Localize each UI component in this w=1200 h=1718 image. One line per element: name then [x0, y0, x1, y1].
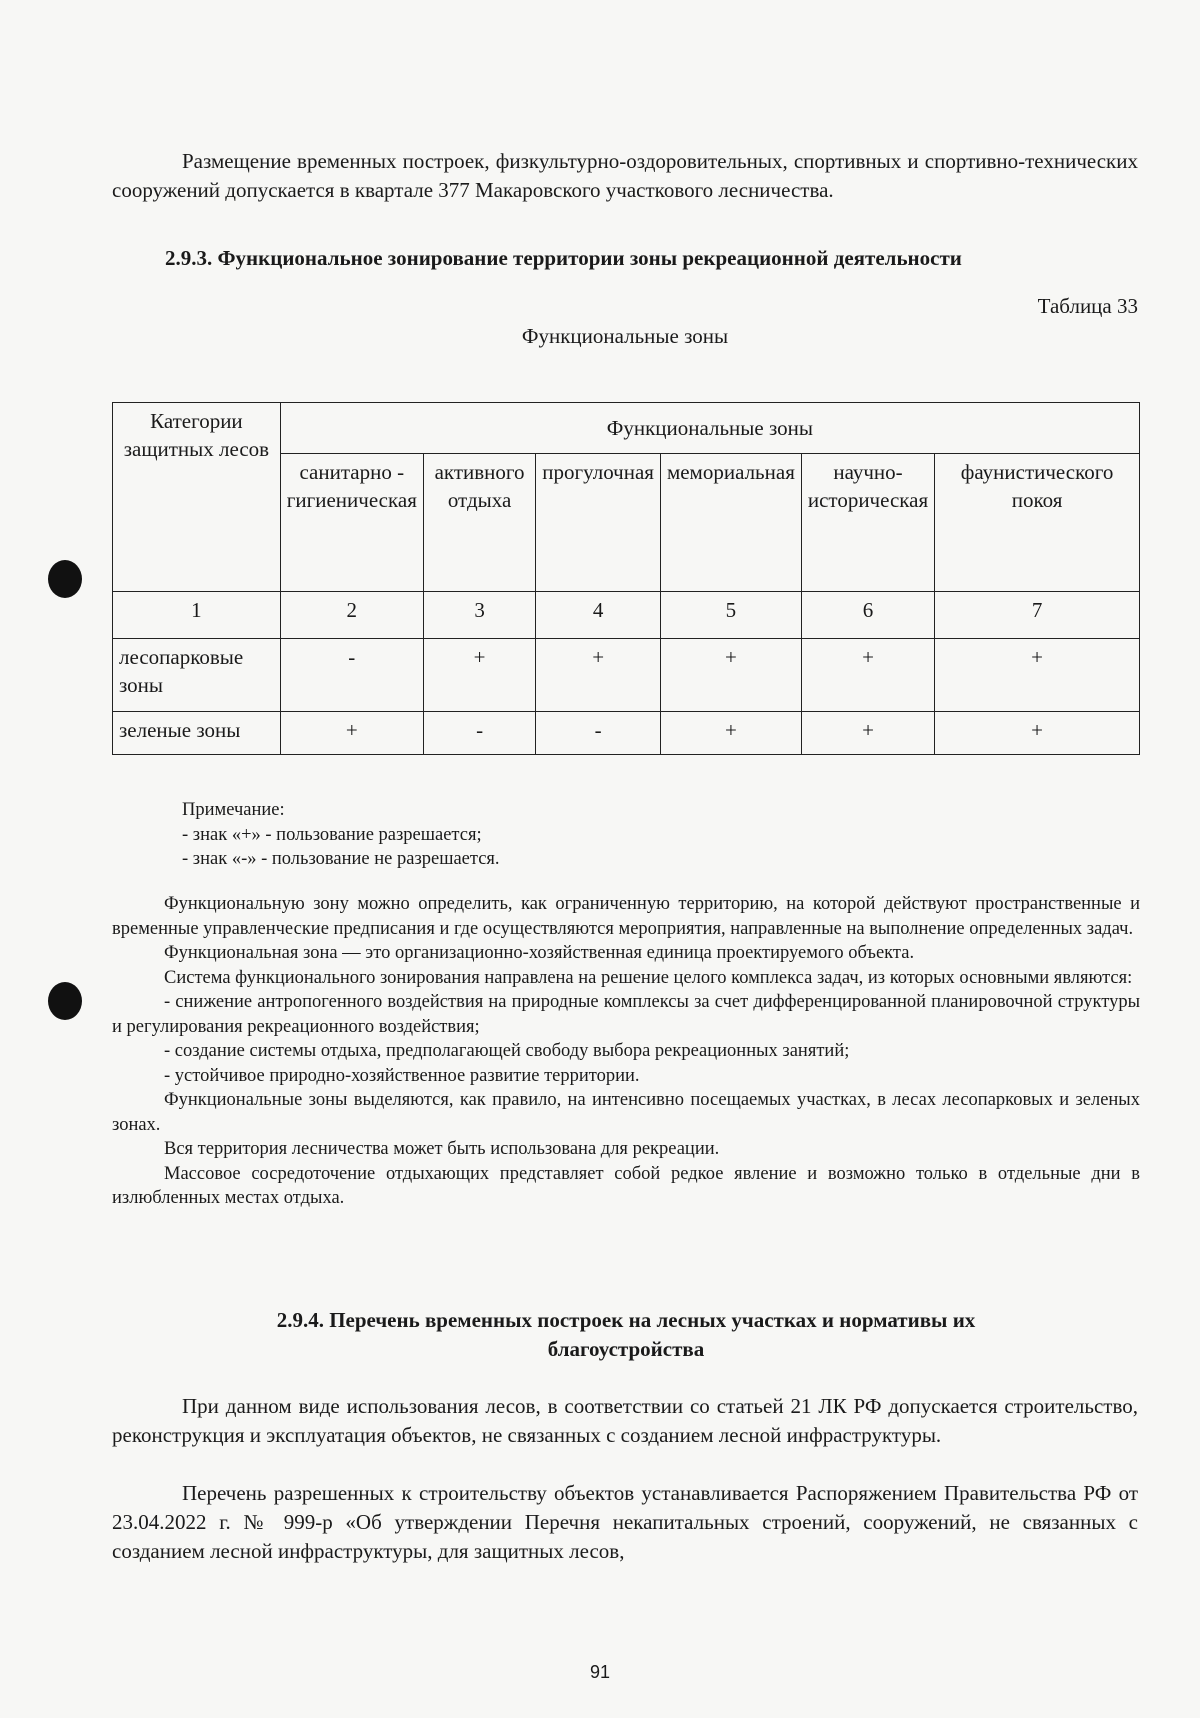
note-item: - знак «-» - пользование не разрешается.	[182, 849, 500, 869]
table-cell: +	[536, 639, 661, 712]
table-cell: +	[935, 639, 1140, 712]
table-row	[113, 639, 1140, 712]
paragraph: Массовое сосредоточение отдыхающих представляет собой редкое явление и возможно только в отдельные дни в излюбленных местах отдыха.	[112, 1163, 1140, 1208]
table-cell: -	[423, 712, 535, 755]
table-cell: -	[280, 639, 423, 712]
note-item: - знак «+» - пользование разрешается;	[182, 824, 482, 845]
row-category: зеленые зоны	[113, 712, 281, 755]
column-number: 6	[801, 592, 934, 639]
paragraph: Функциональная зона — это организационно-хозяйственная единица проектируемого объекта.	[164, 943, 915, 963]
punch-hole	[48, 560, 82, 598]
column-number: 4	[536, 592, 661, 639]
table-label: Таблица 33	[1037, 294, 1138, 318]
table-cell: +	[801, 639, 934, 712]
paragraph: Вся территория лесничества может быть использована для рекреации.	[164, 1139, 720, 1159]
column-number: 7	[935, 592, 1140, 639]
column-number: 2	[280, 592, 423, 639]
zones-header: Функциональные зоны	[280, 403, 1139, 454]
paragraph: Система функционального зонирования направлена на решение целого комплекса задач, из которых основными являются:	[164, 967, 1133, 988]
page-number: 91	[589, 1662, 611, 1682]
column-header: научно-историческая	[801, 454, 934, 592]
table-cell: +	[801, 712, 934, 755]
paragraph: - устойчивое природно-хозяйственное развитие территории.	[164, 1065, 640, 1086]
column-number: 1	[113, 592, 281, 639]
heading-line: благоустройства	[547, 1337, 705, 1361]
column-header: фаунистического покоя	[935, 454, 1140, 592]
table-cell: +	[423, 639, 535, 712]
table-cell: +	[280, 712, 423, 755]
paragraph: Функциональные зоны выделяются, как правило, на интенсивно посещаемых участках, в лесах лесопарковых и зеленых зонах.	[112, 1090, 1140, 1135]
paragraph-2-9-4-1: При данном виде использования лесов, в соответствии со статьей 21 ЛК РФ допускается строительство, реконструкция и эксплуатация объектов, не связанных с созданием лесной инфраструктуры.	[112, 1394, 1138, 1447]
note-title: Примечание:	[182, 800, 285, 820]
column-numbers-row	[113, 592, 1140, 639]
section-2-9-4-heading	[112, 1306, 1140, 1364]
table-cell: +	[660, 712, 801, 755]
column-header: санитарно - гигиеническая	[280, 454, 423, 592]
punch-hole	[48, 982, 82, 1020]
table-title: Функциональные зоны	[521, 324, 729, 348]
zoning-text-block	[112, 892, 1140, 1211]
table-cell: -	[536, 712, 661, 755]
paragraph: Функциональную зону можно определить, как ограниченную территорию, на которой действуют пространственные и временные управленческие предписания и где осуществляются мероприятия, направленные на выполнение определенных задач.	[112, 894, 1140, 939]
row-category: лесопарковые зоны	[113, 639, 281, 712]
heading-line: 2.9.4. Перечень временных построек на лесных участках и нормативы их	[276, 1308, 976, 1332]
section-2-9-3-heading: 2.9.3. Функциональное зонирование территории зоны рекреационной деятельности	[165, 246, 962, 270]
column-header: мемориальная	[660, 454, 801, 592]
column-header: прогулочная	[536, 454, 661, 592]
paragraph-2-9-4-2: Перечень разрешенных к строительству объектов устанавливается Распоряжением Правительства РФ от 23.04.2022 г. № 999-р «Об утверждении Перечня некапитальных строений, сооружений, не связанных с созданием лесной инфраструктуры, для защитных лесов,	[112, 1481, 1138, 1563]
category-header: Категории защитных лесов	[113, 403, 281, 592]
table-cell: +	[660, 639, 801, 712]
column-header: активного отдыха	[423, 454, 535, 592]
table-note	[182, 798, 1082, 872]
table-row	[113, 712, 1140, 755]
paragraph: - снижение антропогенного воздействия на природные комплексы за счет дифференцированной планировочной структуры и регулирования рекреационного воздействия;	[112, 992, 1140, 1037]
column-number: 5	[660, 592, 801, 639]
intro-paragraph: Размещение временных построек, физкультурно-оздоровительных, спортивных и спортивно-технических сооружений допускается в квартале 377 Макаровского участкового лесничества.	[112, 149, 1138, 202]
functional-zones-table	[112, 402, 1140, 755]
column-number: 3	[423, 592, 535, 639]
table-cell: +	[935, 712, 1140, 755]
paragraph: - создание системы отдыха, предполагающей свободу выбора рекреационных занятий;	[164, 1041, 850, 1061]
